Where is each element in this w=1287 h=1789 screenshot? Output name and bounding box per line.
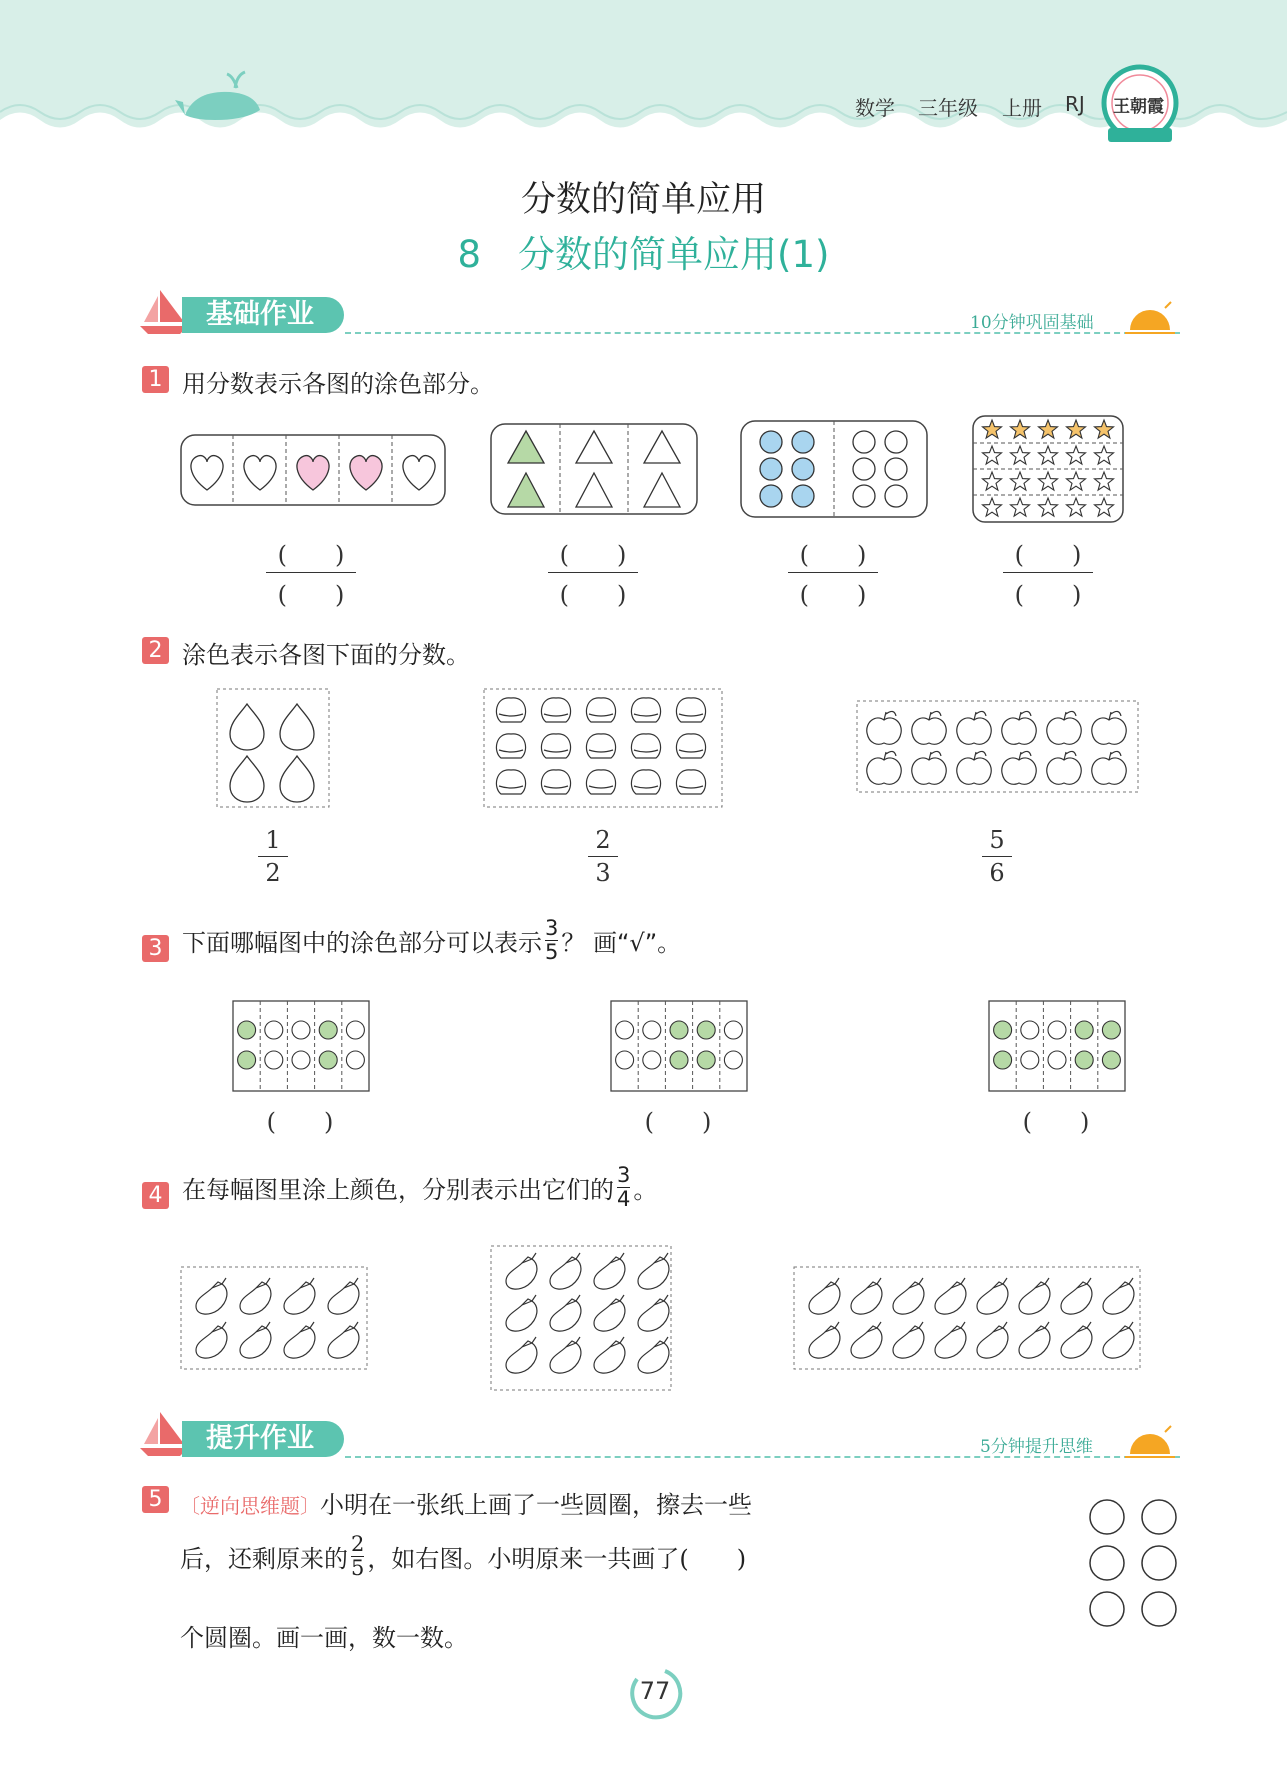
q5-remaining-circles (1085, 1497, 1185, 1633)
q1-answer-2[interactable] (548, 535, 638, 610)
section-basic-label: 基础作业 (182, 297, 344, 333)
numerator: 3 (617, 1163, 631, 1187)
circle-icon (1048, 1021, 1066, 1039)
section-advanced-note: 5分钟提升思维 (980, 1437, 1093, 1457)
q3-option-b-figure (610, 1000, 748, 1092)
numerator: 5 (989, 826, 1005, 854)
denominator: 5 (545, 940, 559, 964)
numerator: 3 (545, 916, 559, 940)
question-3-text (182, 918, 681, 963)
lesson-title: 8 分数的简单应用(1) (457, 233, 830, 276)
q1-answer-4[interactable] (1003, 535, 1093, 610)
unit-title: 分数的简单应用 (520, 180, 766, 220)
q4-fraction (617, 1165, 630, 1210)
q2-peaches-figure[interactable] (483, 688, 723, 808)
question-5-line-2 (180, 1534, 746, 1579)
circle-icon (1021, 1021, 1039, 1039)
sunset-icon (1125, 302, 1175, 336)
peach-icon (496, 770, 525, 794)
circle-icon (643, 1051, 661, 1069)
page-number: 77 (639, 1677, 671, 1705)
q3-option-a-figure (232, 1000, 370, 1092)
peach-icon (586, 734, 615, 758)
volume-label: 上册 (1002, 96, 1042, 120)
q3-answer-a[interactable]: ( ) (266, 1108, 334, 1136)
numerator-blank[interactable]: ( ) (1014, 541, 1082, 569)
peach-icon (631, 698, 660, 722)
q3-answer-c[interactable]: ( ) (1022, 1108, 1090, 1136)
peach-icon (541, 698, 570, 722)
subject-label: 数学 (855, 96, 895, 120)
grade-label: 三年级 (918, 96, 978, 120)
q4-eggplants-figure-2[interactable] (490, 1245, 672, 1391)
peach-icon (631, 734, 660, 758)
denominator: 4 (617, 1187, 631, 1211)
circle-icon (670, 1021, 688, 1039)
circle-icon (265, 1021, 283, 1039)
question-4-text (182, 1165, 657, 1210)
q2-fraction-1 (258, 826, 288, 887)
circle-icon (319, 1051, 337, 1069)
circle-icon (1102, 1051, 1120, 1069)
q3-text-after: ？ 画“√”。 (561, 929, 682, 957)
peach-icon (496, 734, 525, 758)
q4-text-after: 。 (633, 1176, 658, 1204)
sailboat-icon (140, 1410, 188, 1458)
q4-eggplants-figure-1[interactable] (180, 1266, 368, 1370)
denominator-blank[interactable]: ( ) (1014, 581, 1082, 609)
question-5-line-1 (180, 1485, 752, 1520)
question-5-line-2-after: ，如右图。小明原来一共画了( ) (367, 1545, 747, 1573)
denominator: 6 (989, 859, 1005, 887)
numerator: 2 (595, 826, 611, 854)
question-5-line-2-before: 后，还剩原来的 (180, 1545, 348, 1573)
question-5-number: 5 (142, 1486, 169, 1513)
circle-icon (616, 1021, 634, 1039)
circle-icon (238, 1021, 256, 1039)
circle-icon (238, 1051, 256, 1069)
circle-icon (724, 1021, 742, 1039)
question-5-line-1-text: 小明在一张纸上画了一些圆圈，擦去一些 (320, 1491, 752, 1519)
sailboat-icon (140, 288, 188, 336)
circle-icon (1021, 1051, 1039, 1069)
denominator-blank[interactable]: ( ) (799, 581, 867, 609)
peach-icon (586, 698, 615, 722)
q4-eggplants-figure-3[interactable] (793, 1266, 1141, 1370)
question-5-tag: 〔逆向思维题〕 (180, 1494, 320, 1518)
question-1-text: 用分数表示各图的涂色部分。 (182, 370, 494, 398)
circle-icon (697, 1021, 715, 1039)
denominator: 5 (351, 1556, 365, 1580)
whale-icon (175, 70, 275, 130)
circle-icon (670, 1051, 688, 1069)
question-2-number: 2 (142, 637, 169, 664)
circle-icon (724, 1051, 742, 1069)
peach-icon (631, 770, 660, 794)
numerator-blank[interactable]: ( ) (277, 541, 345, 569)
circle-icon (292, 1051, 310, 1069)
section-advanced-label: 提升作业 (182, 1421, 344, 1457)
circle-icon (994, 1021, 1012, 1039)
denominator: 3 (595, 859, 611, 887)
peach-icon (541, 770, 570, 794)
question-4-number: 4 (142, 1182, 169, 1209)
q5-fraction (351, 1534, 364, 1579)
circle-icon (319, 1021, 337, 1039)
q2-fraction-3 (982, 826, 1012, 887)
circle-icon (1075, 1021, 1093, 1039)
q2-pears-figure[interactable] (216, 688, 330, 808)
q3-fraction (545, 918, 558, 963)
section-basic-note: 10分钟巩固基础 (970, 313, 1094, 333)
q1-triangles-figure (490, 423, 698, 515)
q1-hearts-figure (180, 434, 446, 506)
brand-logo (1100, 58, 1180, 148)
circle-icon (697, 1051, 715, 1069)
q2-apples-figure[interactable] (856, 700, 1139, 793)
q1-circles-figure (740, 420, 928, 518)
peach-icon (541, 734, 570, 758)
circle-icon (1048, 1051, 1066, 1069)
peach-icon (676, 698, 705, 722)
circle-icon (643, 1021, 661, 1039)
q3-answer-b[interactable]: ( ) (644, 1108, 712, 1136)
circle-icon (292, 1021, 310, 1039)
q3-option-c-figure (988, 1000, 1126, 1092)
q2-fraction-2 (588, 826, 618, 887)
peach-icon (586, 770, 615, 794)
denominator-blank[interactable]: ( ) (277, 581, 345, 609)
question-5-line-3: 个圆圈。画一画，数一数。 (180, 1624, 468, 1652)
brand-name: 王朝霞 (1113, 97, 1164, 117)
circle-icon (994, 1051, 1012, 1069)
numerator: 2 (351, 1532, 365, 1556)
q1-answer-1[interactable] (266, 535, 356, 610)
q3-text-before: 下面哪幅图中的涂色部分可以表示 (182, 929, 542, 957)
numerator-blank[interactable]: ( ) (799, 541, 867, 569)
question-1-number: 1 (142, 366, 169, 393)
denominator: 2 (265, 859, 281, 887)
sunset-icon (1125, 1426, 1175, 1460)
circle-icon (346, 1021, 364, 1039)
circle-icon (1075, 1051, 1093, 1069)
question-3-number: 3 (142, 935, 169, 962)
peach-icon (676, 734, 705, 758)
numerator-blank[interactable]: ( ) (559, 541, 627, 569)
peach-icon (676, 770, 705, 794)
q4-text-before: 在每幅图里涂上颜色，分别表示出它们的 (182, 1176, 614, 1204)
circle-icon (1102, 1021, 1120, 1039)
circle-icon (265, 1051, 283, 1069)
question-2-text: 涂色表示各图下面的分数。 (182, 641, 470, 669)
numerator: 1 (265, 826, 281, 854)
q1-answer-3[interactable] (788, 535, 878, 610)
circle-icon (616, 1051, 634, 1069)
q1-stars-figure (972, 415, 1124, 523)
denominator-blank[interactable]: ( ) (559, 581, 627, 609)
circle-icon (346, 1051, 364, 1069)
edition-label: RJ (1065, 92, 1085, 116)
peach-icon (496, 698, 525, 722)
